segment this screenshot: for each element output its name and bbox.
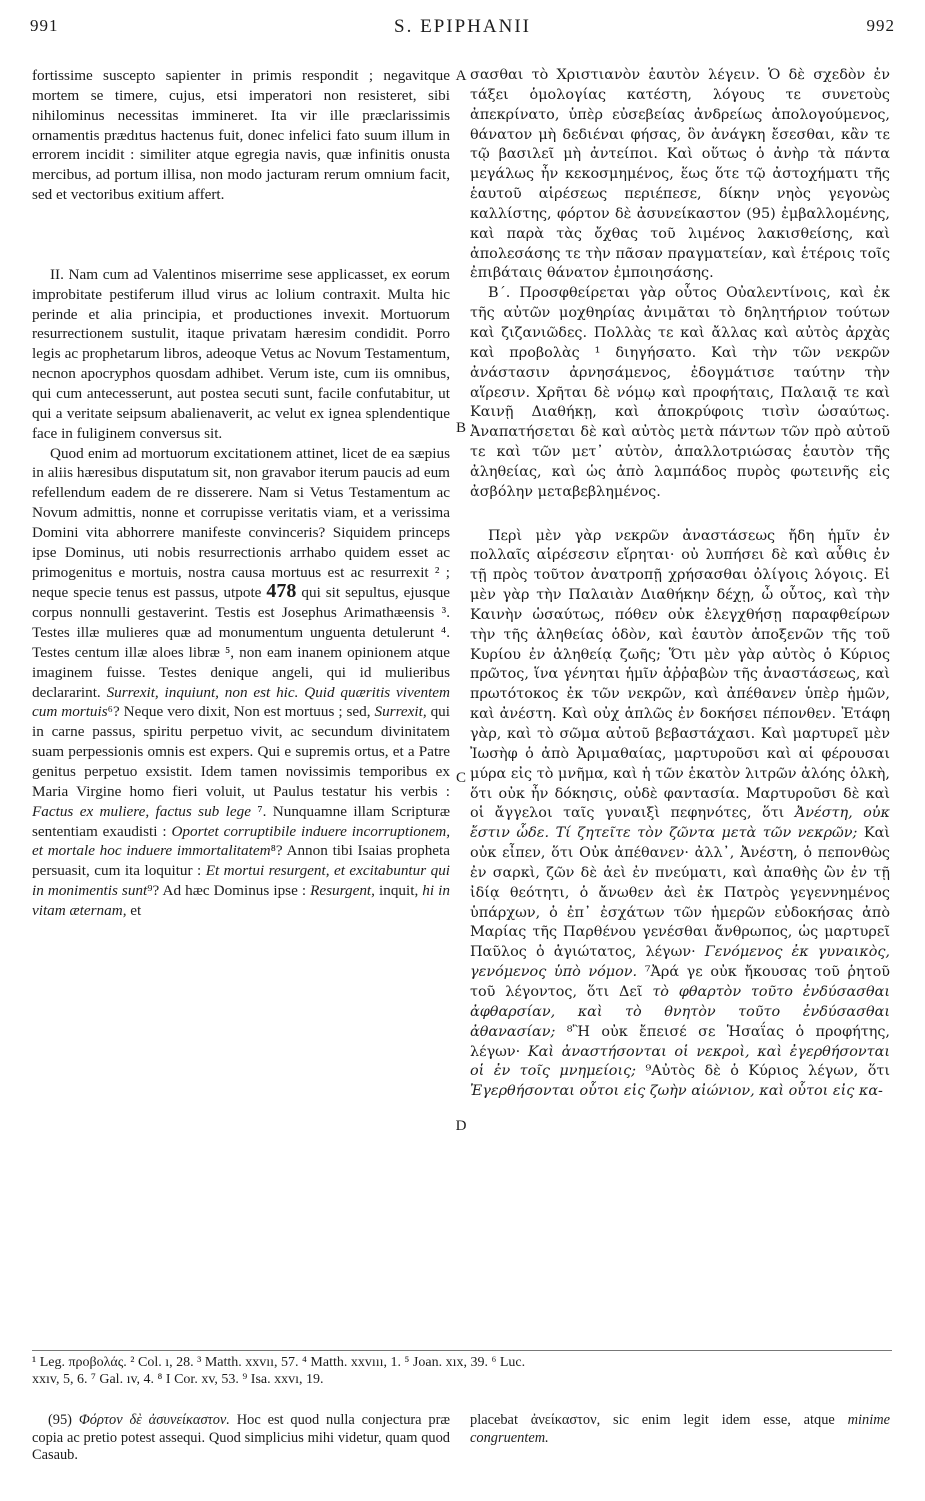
latin-p3-part-b: qui sit sepultus, ejusque corpus nonnulli gestaverint. Testis est Josephus Arimathæensis ³. Testes illæ mulieres quæ ad monumentum unguenta detulerunt ⁴. Testes centum illæ aloes libræ ⁵, non eam inanem opinionem atque imaginem fuisse. Testes denique angeli, qui id mulieribus declararint. (32, 584, 450, 701)
greek-p3-part-a: Περὶ μὲν γὰρ νεκρῶν ἀναστάσεως ἤδη ἡμῖν ἐν πολλαῖς αἱρέσεσιν εἴρηται· οὐ λυπήσει δὲ καὶ αὖθις ἐν τῇ πρὸς τοῦτον ἀνατροπῇ χρήσασθαι ὀλίγοις λόγοις. Εἰ μὲν γὰρ τὴν Παλαιὰν Διαθήκην δέχῃ, ὦ οὗτος, καὶ τὴν Καινὴν ὡσαύτως, πόθεν οὐκ ἐλεγχθήσῃ παραφθείρων τὴν τῆς ἀληθείας ὁδὸν, καὶ ἑαυτὸν ἀποξενῶν τῆς τοῦ Κυρίου ἐν ἀληθείᾳ ζωῆς; Ὅτι μὲν γὰρ αὐτὸς ὁ Κύριος πρῶτος, ἵνα γένηται ἡμῖν ἀῤῥαβὼν τῆς ἀναστάσεως, καὶ πρωτότοκος ἐκ τῶν νεκρῶν, καὶ ἀπέθανεν ὑπὲρ ἡμῶν, καὶ ἀνέστη. Καὶ οὐχ ἁπλῶς ἐν δοκήσει πέπονθεν. Ἐτάφη γὰρ, καὶ τὸ σῶμα αὐτοῦ βεβαστάχασι. Καὶ μαρτυρεῖ μὲν Ἰωσὴφ ὁ ἀπὸ Ἀριμαθαίας, μαρτυροῦσι καὶ αἱ φέρουσαι μύρα εἰς τὸ μνῆμα, καὶ ἡ τῶν ἑκατὸν λιτρῶν ἀλόης ὁλκὴ, ὅτι οὐκ ἦν δόκησις, οὐδὲ φαντασία. Μαρτυροῦσι δὲ καὶ οἱ ἄγγελοι ταῖς γυναιξὶ πεφηνότες, ὅτι (470, 527, 890, 822)
latin-p3-part-l: ⁹? Ad hæc Dominus ipse : (147, 882, 307, 900)
latin-quote-resurgent: Resurgent, (310, 882, 375, 900)
greek-p3-part-e: ⁷Ἀρά γε οὐκ ἤκουσας τοῦ ῥητοῦ τοῦ λέγοντος, ὅτι Δεῖ (470, 964, 890, 1000)
latin-p3-part-a: Quod enim ad mortuorum excitationem attinet, licet de ea sæpius in aliis hæresibus disputatum sit, non gravabor iterum paucis ad eum refellendum eadem de re disserere. Nam si Vetus Testamentum ac Novum admittis, nonne et corrupisse veritatis viam, et a verissima Domini vita abhorrere manifeste convinceris? Siquidem princeps ipse Dominus, uti nobis resurrectionis arrhabo quidem esset ac primogenitus e mortuis, nostra causa mortuus est ac resurrexit ² ; neque specie tenus est passus, utpote (32, 444, 450, 602)
greek-p3-part-c: Καὶ οὐκ εἶπεν, ὅτι Οὐκ ἀπέθανεν· ἀλλ᾽, Ἀνέστη, ὁ πεπονθὼς ἐν σαρκὶ, ζῶν δὲ ἀεὶ ἐν πνεύματι, καὶ ἀπαθὴς ὢν ἐν τῇ ἰδίᾳ θεότητι, ὁ ἄνωθεν ἀεὶ ἐκ Πατρὸς γεγεννημένος ὑπάρχων, ὁ ἐπ᾽ ἐσχάτων τῶν ἡμερῶν εὐδοκήσας ἀπὸ Μαρίας τῆς Παρθένου γενέσθαι ἄνθρωπος, ὡς μαρτυρεῖ Παῦλος ὁ ἁγιώτατος, λέγων· (470, 825, 890, 961)
page-number-left: 991 (30, 16, 59, 35)
latin-quote-surrexit-2: Surrexit, (374, 703, 427, 721)
commentary-right (470, 1412, 890, 1447)
footnotes (32, 1354, 892, 1388)
greek-quote-john: Ἐγερθήσονται οὗτοι εἰς ζωὴν αἰώνιον, καὶ οὗτοι εἰς κα- (470, 1083, 883, 1100)
greek-quote-isaiah: Καὶ ἀναστήσονται οἱ νεκροὶ, καὶ ἐγερθήσονται οἱ ἐν τοῖς μνημείοις; (470, 1043, 890, 1080)
latin-p3-part-j: ⁸? Annon tibi Isaias propheta persuasit, cum ita loquitur : (32, 842, 450, 880)
greek-p3-part-i: ⁹Αὐτὸς δὲ ὁ Κύριος λέγων, ὅτι (645, 1063, 890, 1080)
footnote-rule (32, 1350, 892, 1351)
greek-p3-part-g: ⁸Ἢ οὐκ ἔπεισέ σε Ἡσαΐας ὁ προφήτης, λέγων· (470, 1023, 890, 1060)
section-marker-a: A (455, 68, 467, 84)
section-marker-b: B (455, 420, 466, 436)
latin-quote-galatians: Factus ex muliere, factus sub lege (32, 802, 251, 820)
greek-paragraph-3 (470, 527, 890, 1102)
greek-quote-luke: Ἀνέστη, οὐκ ἔστιν ὧδε. Τί ζητεῖτε τὸν ζῶντα μετὰ τῶν νεκρῶν; (470, 805, 890, 842)
commentary-continuation (470, 1412, 890, 1447)
latin-p3-part-n: inquit, (379, 882, 419, 900)
greek-quote-galatians: Γενόμενος ἐκ γυναικὸς, γενόμενος ὑπὸ νόμον. (470, 944, 890, 981)
latin-column (32, 66, 450, 921)
footnote-line-1: ¹ Leg. προβολάς. ² Col. ı, 28. ³ Matth. xxvıı, 57. ⁴ Matth. xxvııı, 1. ⁵ Joan. xıx, 39. ⁶ Luc. (32, 1355, 526, 1370)
page-number-right: 992 (866, 16, 895, 35)
commentary-left (32, 1412, 450, 1465)
commentary-note-95 (32, 1412, 450, 1465)
latin-quote-surrexit: Surrexit, inquiunt, non est hic. Quid quæritis viventem cum mortuis (32, 683, 450, 721)
latin-paragraph-2: II. Nam cum ad Valentinos miserrime sese applicasset, ex eorum improbitate pestiferum illud virus ac lolium contraxit. Multa hic perinde et alia principia, et productiones invexit. Mortuorum resurrectionem sustulit, itaque privatam hæresim condidit. Porro legis ac prophetarum libros, adeoque Vetus ac Novum Testamentum, necnon apocryphos quosdam adhibet. Verum iste, cum iis omnibus, qui cum antecesserunt, aut postea secuti sunt, facile confutabitur, ut qui a veritate seipsum abalienaverit, ac velut ex ignea splendentique face in fuliginem conversus sit. (32, 265, 450, 442)
latin-quote-isaiah: Et mortui resurgent, et excitabuntur qui in monimentis sunt (32, 862, 450, 900)
commentary-lemma: Φόρτον δὲ ἀσυνείκαστον. (78, 1412, 230, 1428)
latin-quote-corinthians: Oportet corruptibile induere incorruptionem, et mortale hoc induere immortalitatem (32, 822, 450, 860)
section-marker-d: D (455, 1118, 467, 1134)
running-title: S. EPIPHANII (394, 16, 531, 37)
footnote-line-2: xxıv, 5, 6. ⁷ Gal. ıv, 4. ⁸ I Cor. xv, 53. ⁹ Isa. xxvı, 19. (32, 1372, 324, 1387)
greek-paragraph-1: σασθαι τὸ Χριστιανὸν ἑαυτὸν λέγειν. Ὁ δὲ σχεδὸν ἐν τάξει ὁμολογίας κατέστη, λόγους τε συνετοὺς ἀπεκρίνατο, ὑπὲρ εὐσεβείας ἀνδρείως ἀπολογούμενος, θάνατον μὴ δεδιέναι φήσας, ὃν ἀνάγκη ἔσεσθαι, κἂν τε τῷ βασιλεῖ μὴ ἀντείποι. Καὶ οὕτως ὁ ἀνὴρ τὰ πάντα μεγάλως ἦν κεκοσμημένος, ἕως ὅτε τῷ ἀστοχήματι τῆς ἑαυτοῦ αἱρέσεως περιέπεσε, δίκην νηὸς γεγονὼς καλλίστης, φόρτον δὲ ἀσυνείκαστον (95) ἐμβαλλομένης, καὶ παρὰ τὰς ὄχθας τοῦ λιμένος λακισθείσης, καὶ ἀπολεσάσης τε τὴν πᾶσαν πραγματείαν, καὶ ἑτέροις τοῖς ἐπιβάταις θάνατον ἐμποιησάσης. (470, 67, 890, 282)
page-header (30, 16, 895, 44)
commentary-right-text: placebat ἀνείκαστον, sic enim legit idem esse, atque (470, 1412, 835, 1428)
commentary-label: (95) (48, 1412, 72, 1428)
latin-p3-part-h: ⁷. Nunquamne illam Scripturæ sententiam exaudisti : (32, 802, 450, 840)
commentary-left-text: Hoc est quod nulla conjectura præ copia ac pretio potest assequi. Quod simplicius mihi videtur, quam quod Casaub. (32, 1412, 451, 1463)
latin-quote-vitam: hi in vitam æternam, (32, 882, 450, 919)
greek-paragraph-2: Β΄. Προσφθείρεται γὰρ οὗτος Οὐαλεντίνοις, καὶ ἐκ τῆς αὐτῶν μοχθηρίας ἀνιμᾶται τὸ δηλητήριον τούτων καὶ ζιζανιῶδες. Πολλὰς τε καὶ ἄλλας καὶ αὐτὸς ἀρχὰς καὶ προβολὰς ¹ διηγήσατο. Καὶ τὴν τῶν νεκρῶν ἀνάστασιν ἀρνησάμενος, ἐδογμάτισε ταύτην τὴν αἵρεσιν. Χρῆται δὲ νόμῳ καὶ προφήταις, Παλαιᾷ τε καὶ Καινῇ Διαθήκῃ, καὶ ἀποκρύφοις τισὶν ὡσαύτως. Ἀναπατήσεται δὲ καὶ αὐτὸς μετὰ πάντων τῶν πρὸ αὐτοῦ τε καὶ τῶν μετ᾽ αὐτὸν, ἀπαλλοτριώσας ἑαυτὸν τῆς ἀληθείας, καὶ ὡς ἀπὸ λαμπάδος πυρὸς φωτεινῆς εἰς ἀσβόλην μεταβεβλημένος. (470, 285, 890, 500)
latin-p3-part-f: qui in carne passus, spiritu perpetuo vivit, ac secundum divinitatem suam perpessionis omnis est expers. Qui e supremis ortus, et a Patre genitus perpetuo exsistit. Idem tamen novissimis temporibus ex Maria Virgine homo fieri voluit, ut Paulus testatur his verbis : (32, 703, 450, 800)
latin-p3-part-p: et (130, 901, 142, 919)
commentary-right-emphasis: minime congruentem. (470, 1412, 890, 1446)
latin-p3-part-d: ⁶? Neque vero dixit, Non est mortuus ; sed, (107, 703, 371, 721)
greek-quote-corinthians: τὸ φθαρτὸν τοῦτο ἐνδύσασθαι ἀφθαρσίαν, καὶ τὸ θνητὸν τοῦτο ἐνδύσασθαι ἀθανασίαν; (470, 983, 890, 1040)
greek-column (470, 66, 890, 1102)
latin-paragraph-1: fortissime suscepto sapienter in primis respondit ; negavitque mortem se timere, cujus, etsi imperatori non resisteret, sibi nihilominus necessitas immineret. Ita vir ille præclarissimis ornamentis prædıtus hactenus fuit, donec infelici fato suum illum in errorem incidit : similiter atque egregia navis, quæ infinitis onusta mercibus, ad portum illisa, non modo jacturam rerum omnium facit, sed et vectoribus exitium affert. (32, 67, 450, 204)
column-number: 478 (266, 580, 297, 603)
section-marker-c: C (455, 770, 466, 786)
latin-paragraph-3 (32, 444, 450, 921)
